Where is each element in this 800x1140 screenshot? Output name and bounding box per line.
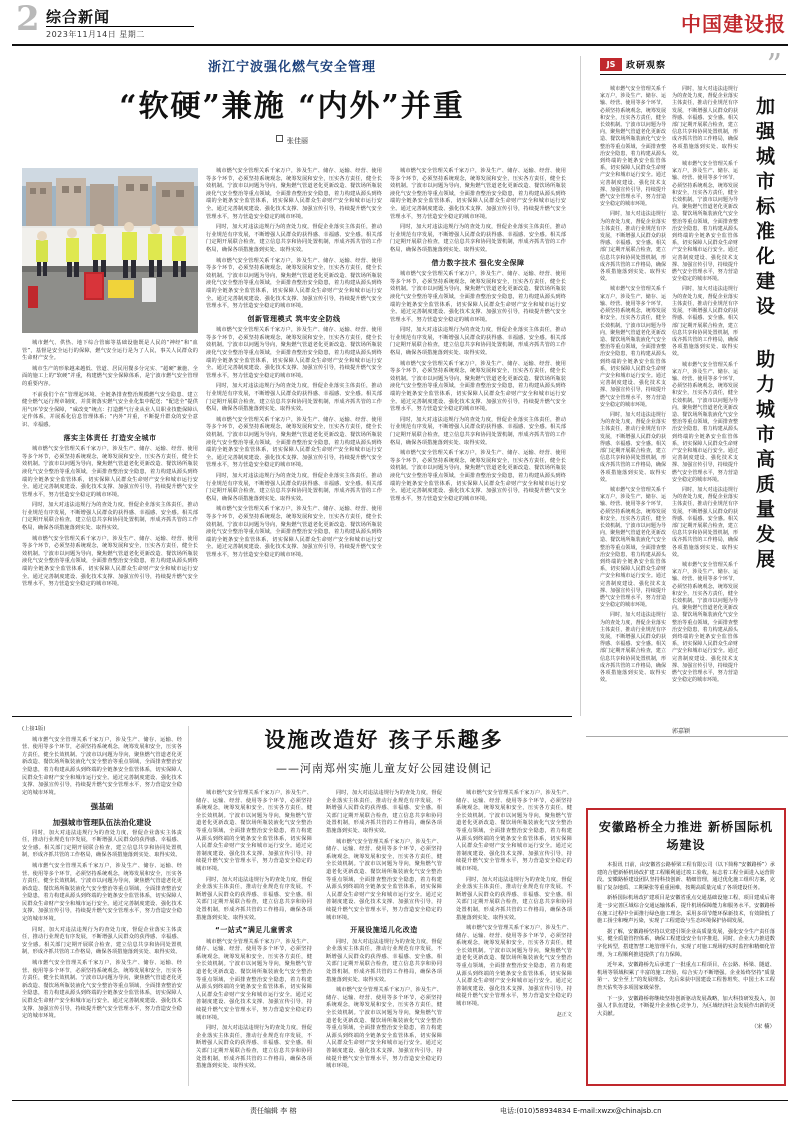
paragraph: 同时，加大对违法违规行为的查处力度，督促企业落实主体责任，推动行业规范有序发展，不断增强人民群众的获得感、幸福感、安全感。相关部门定期开展联合检查，建立信息共享和协同处置机制，形成齐抓共管的工作格局，确保各项措施落到实处、取得实效。 xyxy=(206,472,382,502)
masthead xyxy=(0,0,800,46)
paragraph: 城市燃气安全管理关系千家万户，涉及生产、储存、运输、经营、使用等多个环节，必须坚持系统观念，统筹发展和安全，压实各方责任，健全长效机制。宁波市以问题为导向，聚焦燃气管道老化更新改造、餐饮场所瓶装液化气安全整治等重点领域，全面排查整治安全隐患，着力构建从源头到终端的全链条安全监管体系，切实保障人民群众生命财产安全和城市运行安全。通过完善制度建设、强化技术支撑、加强宣传引导，持续提升燃气安全管理水平，努力营造安全稳定的城市环境。 xyxy=(22,535,198,588)
bottom-right-body xyxy=(597,862,775,1018)
paragraph: 城市燃气安全管理关系千家万户，涉及生产、储存、运输、经营、使用等多个环节，必须坚持系统观念，统筹发展和安全，压实各方责任，健全长效机制。宁波市以问题为导向，聚焦燃气管道老化更新改造、餐饮场所瓶装液化气安全整治等重点领域，全面排查整治安全隐患，着力构建从源头到终端的全链条安全监管体系，切实保障人民群众生命财产安全和城市运行安全。通过完善制度建设、强化技术支撑、加强宣传引导，持续提升燃气安全管理水平，努力营造安全稳定的城市环境。 xyxy=(600,86,666,208)
bottom-right-signature: （宋 楠） xyxy=(751,1024,775,1031)
paragraph: 城市燃气安全管理关系千家万户，涉及生产、储存、运输、经营、使用等多个环节，必须坚持系统观念，统筹发展和安全，压实各方责任，健全长效机制。宁波市以问题为导向，聚焦燃气管道老化更新改造、餐饮场所瓶装液化气安全整治等重点领域，全面排查整治安全隐患，着力构建从源头到终端的全链条安全监管体系，切实保障人民群众生命财产安全和城市运行安全。通过完善制度建设、强化技术支撑、加强宣传引导，持续提升燃气安全管理水平，努力营造安全稳定的城市环境。 xyxy=(206,327,382,379)
lead-headline: “软硬”兼施 “内外”并重 xyxy=(119,89,465,124)
paragraph: 同时，加大对违法违规行为的查处力度，督促企业落实主体责任，推动行业规范有序发展，不断增强人民群众的获得感、幸福感、安全感。相关部门定期开展联合检查，建立信息共享和协同处置机制，形成齐抓共管的工作格局，确保各项措施落到实处、取得实效。 xyxy=(196,876,312,921)
newspaper-logo: 中国建设报 xyxy=(681,12,786,36)
subhead-1: 落实主体责任 打造安全城市 xyxy=(63,433,157,442)
paragraph: 同时，加大对违法违规行为的查处力度，督促企业落实主体责任，推动行业规范有序发展，不断增强人民群众的获得感、幸福感、安全感。相关部门定期开展联合检查，建立信息共享和协同处置机制，形成齐抓共管的工作格局，确保各项措施落到实处、取得实效。 xyxy=(390,327,566,357)
paragraph: 城市燃气安全管理关系千家万户，涉及生产、储存、运输、经营、使用等多个环节，必须坚持系统观念，统筹发展和安全，压实各方责任，健全长效机制。宁波市以问题为导向，聚焦燃气管道老化更新改造、餐饮场所瓶装液化气安全整治等重点领域，全面排查整治安全隐患，着力构建从源头到终端的全链条安全监管体系，切实保障人民群众生命财产安全和城市运行安全。通过完善制度建设、强化技术支撑、加强宣传引导，持续提升燃气安全管理水平，努力营造安全稳定的城市环境。 xyxy=(326,838,442,921)
paragraph: 城市燃气安全管理关系千家万户，涉及生产、储存、运输、经营、使用等多个环节，必须坚持系统观念，统筹发展和安全，压实各方责任，健全长效机制。宁波市以问题为导向，聚焦燃气管道老化更新改造、餐饮场所瓶装液化气安全整治等重点领域，全面排查整治安全隐患，着力构建从源头到终端的全链条安全监管体系，切实保障人民群众生命财产安全和城市运行安全。通过完善制度建设、强化技术支撑、加强宣传引导，持续提升燃气安全管理水平，努力营造安全稳定的城市环境。 xyxy=(326,987,442,1070)
paragraph: 城市燃气安全管理关系千家万户，涉及生产、储存、运输、经营、使用等多个环节，必须坚持系统观念，统筹发展和安全，压实各方责任，健全长效机制。宁波市以问题为导向，聚焦燃气管道老化更新改造、餐饮场所瓶装液化气安全整治等重点领域，全面排查整治安全隐患，着力构建从源头到终端的全链条安全监管体系，切实保障人民群众生命财产安全和城市运行安全。通过完善制度建设、强化技术支撑、加强宣传引导，持续提升燃气安全管理水平，努力营造安全稳定的城市环境。 xyxy=(196,938,312,1021)
paragraph: 城市燃气安全管理关系千家万户，涉及生产、储存、运输、经营、使用等多个环节，必须坚持系统观念，统筹发展和安全，压实各方责任，健全长效机制。宁波市以问题为导向，聚焦燃气管道老化更新改造、餐饮场所瓶装液化气安全整治等重点领域，全面排查整治安全隐患，着力构建从源头到终端的全链条安全监管体系，切实保障人民群众生命财产安全和城市运行安全。通过完善制度建设、强化技术支撑、加强宣传引导，持续提升燃气安全管理水平，努力营造安全稳定的城市环境。 xyxy=(22,960,182,1020)
page-number: 2 xyxy=(16,0,40,39)
section-badge: JS xyxy=(600,58,622,71)
bottom-middle-headline-block xyxy=(196,724,572,776)
paragraph: 城市燃气安全管理关系千家万户，涉及生产、储存、运输、经营、使用等多个环节，必须坚持系统观念，统筹发展和安全，压实各方责任，健全长效机制。宁波市以问题为导向，聚焦燃气管道老化更新改造、餐饮场所瓶装液化气安全整治等重点领域，全面排查整治安全隐患，着力构建从源头到终端的全链条安全监管体系，切实保障人民群众生命财产安全和城市运行安全。通过完善制度建设、强化技术支撑、加强宣传引导，持续提升燃气安全管理水平，努力营造安全稳定的城市环境。 xyxy=(206,506,382,558)
section-badge-label: 政研观察 xyxy=(626,61,667,71)
paragraph: 同时，加大对违法违规行为的查处力度，督促企业落实主体责任，推动行业规范有序发展，不断增强人民群众的获得感、幸福感、安全感。相关部门定期开展联合检查，建立信息共享和协同处置机制，形成齐抓共管的工作格局，确保各项措施落到实处、取得实效。 xyxy=(326,938,442,983)
article-column-1 xyxy=(22,340,198,710)
paragraph: 城市燃气安全管理关系千家万户，涉及生产、储存、运输、经营、使用等多个环节，必须坚持系统观念，统筹发展和安全，压实各方责任，健全长效机制。宁波市以问题为导向，聚焦燃气管道老化更新改造、餐饮场所瓶装液化气安全整治等重点领域，全面排查整治安全隐患，着力构建从源头到终端的全链条安全监管体系，切实保障人民群众生命财产安全和城市运行安全。通过完善制度建设、强化技术支撑、加强宣传引导，持续提升燃气安全管理水平，努力营造安全稳定的城市环境。 xyxy=(672,562,738,684)
bottom-middle-subhead-1: “一站式”满足儿童需求 xyxy=(215,926,293,935)
paragraph: 同时，加大对违法违规行为的查处力度，督促企业落实主体责任，推动行业规范有序发展，不断增强人民群众的获得感、幸福感、安全感。相关部门定期开展联合检查，建立信息共享和协同处置机制，形成齐抓共管的工作格局，确保各项措施落到实处、取得实效。 xyxy=(456,876,572,921)
masthead-divider xyxy=(46,26,194,27)
subhead-2: 创新管理模式 筑牢安全防线 xyxy=(247,314,341,323)
byline-square-icon xyxy=(276,135,283,142)
lead-byline: 张佳丽 xyxy=(22,135,562,146)
paragraph: 城市燃气安全管理关系千家万户，涉及生产、储存、运输、经营、使用等多个环节，必须坚持系统观念，统筹发展和安全，压实各方责任，健全长效机制。宁波市以问题为导向，聚焦燃气管道老化更新改造、餐饮场所瓶装液化气安全整治等重点领域，全面排查整治安全隐患，着力构建从源头到终端的全链条安全监管体系，切实保障人民群众生命财产安全和城市运行安全。通过完善制度建设、强化技术支撑、加强宣传引导，持续提升燃气安全管理水平，努力营造安全稳定的城市环境。 xyxy=(390,360,566,413)
article-column-2 xyxy=(206,168,382,710)
bottom-right-boxed-article xyxy=(586,808,786,1086)
paragraph: 城市燃气安全管理关系千家万户，涉及生产、储存、运输、经营、使用等多个环节，必须坚持系统观念，统筹发展和安全，压实各方责任，健全长效机制。宁波市以问题为导向，聚焦燃气管道老化更新改造、餐饮场所瓶装液化气安全整治等重点领域，全面排查整治安全隐患，着力构建从源头到终端的全链条安全监管体系，切实保障人民群众生命财产安全和城市运行安全。通过完善制度建设、强化技术支撑、加强宣传引导，持续提升燃气安全管理水平，努力营造安全稳定的城市环境。 xyxy=(206,168,382,220)
paragraph: 城市燃气安全管理关系千家万户，涉及生产、储存、运输、经营、使用等多个环节，必须坚持系统观念，统筹发展和安全，压实各方责任，健全长效机制。宁波市以问题为导向，聚焦燃气管道老化更新改造、餐饮场所瓶装液化气安全整治等重点领域，全面排查整治安全隐患，着力构建从源头到终端的全链条安全监管体系，切实保障人民群众生命财产安全和城市运行安全。通过完善制度建设、强化技术支撑、加强宣传引导，持续提升燃气安全管理水平，努力营造安全稳定的城市环境。 xyxy=(390,271,566,323)
paragraph: 城市燃气安全管理关系千家万户，涉及生产、储存、运输、经营、使用等多个环节，必须坚持系统观念，统筹发展和安全，压实各方责任，健全长效机制。宁波市以问题为导向，聚焦燃气管道老化更新改造、餐饮场所瓶装液化气安全整治等重点领域，全面排查整治安全隐患，着力构建从源头到终端的全链条安全监管体系，切实保障人民群众生命财产安全和城市运行安全。通过完善制度建设、强化技术支撑、加强宣传引导，持续提升燃气安全管理水平，努力营造安全稳定的城市环境。 xyxy=(600,286,666,408)
bottom-middle-subhead-2: 开展设施适儿化改造 xyxy=(350,926,418,935)
paragraph: 同时，加大对违法违规行为的查处力度，督促企业落实主体责任，推动行业规范有序发展，不断增强人民群众的获得感、幸福感、安全感。相关部门定期开展联合检查，建立信息共享和协同处置机制，形成齐抓共管的工作格局，确保各项措施落到实处、取得实效。 xyxy=(22,502,198,532)
paragraph: 近年来，安徽路桥先后承建了一批重点工程项目，在公路、桥梁、隧道、机场等领域积累了丰富的施工经验，综合实力不断增强。企业始终坚持“质量第一、安全至上”的发展理念，先后荣获中国建设工程鲁班奖、中国土木工程詹天佑奖等多项国家级荣誉。 xyxy=(597,962,775,991)
paragraph: 同时，加大对违法违规行为的查处力度，督促企业落实主体责任，推动行业规范有序发展，不断增强人民群众的获得感、幸福感、安全感。相关部门定期开展联合检查，建立信息共享和协同处置机制，形成齐抓共管的工作格局，确保各项措施落到实处、取得实效。 xyxy=(600,612,666,684)
quote-mark-icon: ” xyxy=(766,48,782,83)
paragraph: 城市燃气安全管理关系千家万户，涉及生产、储存、运输、经营、使用等多个环节，必须坚持系统观念，统筹发展和安全，压实各方责任，健全长效机制。宁波市以问题为导向，聚焦燃气管道老化更新改造、餐饮场所瓶装液化气安全整治等重点领域，全面排查整治安全隐患，着力构建从源头到终端的全链条安全监管体系，切实保障人民群众生命财产安全和城市运行安全。通过完善制度建设、强化技术支撑、加强宣传引导，持续提升燃气安全管理水平，努力营造安全稳定的城市环境。 xyxy=(390,450,566,502)
right-column-title: 加强城市标准化建设 助力城市高质量发展 xyxy=(753,96,775,574)
paragraph: 同时，加大对违法违规行为的查处力度，督促企业落实主体责任，推动行业规范有序发展，不断增强人民群众的获得感、幸福感、安全感。相关部门定期开展联合检查，建立信息共享和协同处置机制，形成齐抓共管的工作格局，确保各项措施落到实处、取得实效。 xyxy=(206,224,382,253)
paragraph: 城市生产的形象越来越低、管道、居民用餐多分完实、“超硬”兼施、全面的施工上的“软硬”并重，构建燃气安全保障体系，是宁波市燃气安全管理的重要内容。 xyxy=(22,365,198,387)
article-column-3 xyxy=(390,168,566,710)
paragraph: 同时，加大对违法违规行为的查处力度，督促企业落实主体责任，推动行业规范有序发展，不断增强人民群众的获得感、幸福感、安全感。相关部门定期开展联合检查，建立信息共享和协同处置机制，形成齐抓共管的工作格局，确保各项措施落到实处、取得实效。 xyxy=(206,383,382,413)
bottom-middle-column-1 xyxy=(196,790,312,1074)
right-column-signature: 郭嘉颖 xyxy=(672,728,691,735)
paragraph: 城市燃气安全管理关系千家万户，涉及生产、储存、运输、经营、使用等多个环节，必须坚持系统观念，统筹发展和安全，压实各方责任，健全长效机制。宁波市以问题为导向，聚焦燃气管道老化更新改造、餐饮场所瓶装液化气安全整治等重点领域，全面排查整治安全隐患，着力构建从源头到终端的全链条安全监管体系，切实保障人民群众生命财产安全和城市运行安全。通过完善制度建设、强化技术支撑、加强宣传引导，持续提升燃气安全管理水平，努力营造安全稳定的城市环境。 xyxy=(456,790,572,872)
paragraph: 城市燃气安全管理关系千家万户，涉及生产、储存、运输、经营、使用等多个环节，必须坚持系统观念，统筹发展和安全，压实各方责任，健全长效机制。宁波市以问题为导向，聚焦燃气管道老化更新改造、餐饮场所瓶装液化气安全整治等重点领域，全面排查整治安全隐患，着力构建从源头到终端的全链条安全监管体系，切实保障人民群众生命财产安全和城市运行安全。通过完善制度建设、强化技术支撑、加强宣传引导，持续提升燃气安全管理水平，努力营造安全稳定的城市环境。 xyxy=(206,257,382,310)
subhead-3: 借力数字技术 强化安全保障 xyxy=(431,258,525,267)
paragraph: 同时，加大对违法违规行为的查处力度，督促企业落实主体责任，推动行业规范有序发展，不断增强人民群众的获得感、幸福感、安全感。相关部门定期开展联合检查，建立信息共享和协同处置机制，形成齐抓共管的工作格局，确保各项措施落到实处、取得实效。 xyxy=(672,86,738,157)
right-column-text-1 xyxy=(600,86,666,722)
lead-kicker: 浙江宁波强化燃气安全管理 xyxy=(207,60,376,75)
photo-illustration xyxy=(22,168,198,333)
paragraph: 不前我们个在“管理起环境、全链条排查整治规模燃气安全隐患、建立健全燃气运行规章制度，并贯彻落实燃气安全业化集中配送；“配送全”提供用气环节安全保障，“威改变”统点：打造燃气行业从业人员职业技能保障认定作体系，并展系化信息管理体系；“内外”并重，不断提升群众的安全意识、幸福感。 xyxy=(22,391,198,428)
paragraph: 城市燃气安全管理关系千家万户，涉及生产、储存、运输、经营、使用等多个环节，必须坚持系统观念，统筹发展和安全，压实各方责任，健全长效机制。宁波市以问题为导向，聚焦燃气管道老化更新改造、餐饮场所瓶装液化气安全整治等重点领域，全面排查整治安全隐患，着力构建从源头到终端的全链条安全监管体系，切实保障人民群众生命财产安全和城市运行安全。通过完善制度建设、强化技术支撑、加强宣传引导，持续提升燃气安全管理水平，努力营造安全稳定的城市环境。 xyxy=(206,416,382,469)
paragraph: 城市燃气安全管理关系千家万户，涉及生产、储存、运输、经营、使用等多个环节，必须坚持系统观念，统筹发展和安全，压实各方责任，健全长效机制。宁波市以问题为导向，聚焦燃气管道老化更新改造、餐饮场所瓶装液化气安全整治等重点领域，全面排查整治安全隐患，着力构建从源头到终端的全链条安全监管体系，切实保障人民群众生命财产安全和城市运行安全。通过完善制度建设、强化技术支撑、加强宣传引导，持续提升燃气安全管理水平，努力营造安全稳定的城市环境。 xyxy=(672,361,738,483)
continued-note: (上接1版) xyxy=(22,726,46,732)
paragraph: 同时，加大对违法违规行为的查处力度，督促企业落实主体责任，推动行业规范有序发展，不断增强人民群众的获得感、幸福感、安全感。相关部门定期开展联合检查，建立信息共享和协同处置机制，形成齐抓共管的工作格局，确保各项措施落到实处、取得实效。 xyxy=(672,486,738,558)
footer-contact: 电话:(010)58934834 E-mail:xwzx@chinajsb.cn xyxy=(500,1107,662,1115)
bottom-left-subhead-2: 加强城市管理队伍法治化建设 xyxy=(52,817,152,827)
paragraph: 城市燃气、供热、地下综合管廊等基础设施既是人民的“神经”和“血管”，基督是安全运行的保障，燃气安全运行是为了人民，事关人民群众的生命财产安全。 xyxy=(22,340,198,362)
section-title: 综合新闻 xyxy=(46,8,111,26)
paragraph: 同时，加大对违法违规行为的查处力度，督促企业落实主体责任，推动行业规范有序发展，不断增强人民群众的获得感、幸福感、安全感。相关部门定期开展联合检查，建立信息共享和协同处置机制，形成齐抓共管的工作格局，确保各项措施落到实处、取得实效。 xyxy=(600,211,666,283)
bottom-middle-signature: 赵正文 xyxy=(556,1011,572,1018)
bottom-left-subhead-1: 强基础 xyxy=(90,802,114,812)
paragraph: 同时，加大对违法违规行为的查处力度，督促企业落实主体责任，推动行业规范有序发展，不断增强人民群众的获得感、幸福感、安全感。相关部门定期开展联合检查，建立信息共享和协同处置机制，形成齐抓共管的工作格局，确保各项措施落到实处、取得实效。 xyxy=(326,790,442,834)
section-divider-right xyxy=(586,736,788,737)
paragraph: 城市燃气安全管理关系千家万户，涉及生产、储存、运输、经营、使用等多个环节，必须坚持系统观念，统筹发展和安全，压实各方责任，健全长效机制。宁波市以问题为导向，聚焦燃气管道老化更新改造、餐饮场所瓶装液化气安全整治等重点领域，全面排查整治安全隐患，着力构建从源头到终端的全链条安全监管体系，切实保障人民群众生命财产安全和城市运行安全。通过完善制度建设、强化技术支撑、加强宣传引导，持续提升燃气安全管理水平，努力营造安全稳定的城市环境。 xyxy=(196,790,312,872)
footer-editor: 责任编辑 李 榕 xyxy=(250,1107,297,1115)
top-divider xyxy=(12,44,788,46)
paragraph: 城市燃气安全管理关系千家万户，涉及生产、储存、运输、经营、使用等多个环节，必须坚持系统观念，统筹发展和安全，压实各方责任，健全长效机制。宁波市以问题为导向，聚焦燃气管道老化更新改造、餐饮场所瓶装液化气安全整治等重点领域，全面排查整治安全隐患，着力构建从源头到终端的全链条安全监管体系，切实保障人民群众生命财产安全和城市运行安全。通过完善制度建设、强化技术支撑、加强宣传引导，持续提升燃气安全管理水平，努力营造安全稳定的城市环境。 xyxy=(22,736,182,796)
paragraph: 同时，加大对违法违规行为的查处力度，督促企业落实主体责任，推动行业规范有序发展，不断增强人民群众的获得感、幸福感、安全感。相关部门定期开展联合检查，建立信息共享和协同处置机制，形成齐抓共管的工作格局，确保各项措施落到实处、取得实效。 xyxy=(22,829,182,859)
lead-photo xyxy=(22,168,198,333)
paragraph: 同时，加大对违法违规行为的查处力度，督促企业落实主体责任，推动行业规范有序发展，不断增强人民群众的获得感、幸福感、安全感。相关部门定期开展联合检查，建立信息共享和协同处置机制，形成齐抓共管的工作格局，确保各项措施落到实处、取得实效。 xyxy=(390,416,566,446)
paragraph: 同时，加大对违法违规行为的查处力度，督促企业落实主体责任，推动行业规范有序发展，不断增强人民群众的获得感、幸福感、安全感。相关部门定期开展联合检查，建立信息共享和协同处置机制，形成齐抓共管的工作格局，确保各项措施落到实处、取得实效。 xyxy=(22,926,182,956)
paragraph: 城市燃气安全管理关系千家万户，涉及生产、储存、运输、经营、使用等多个环节，必须坚持系统观念，统筹发展和安全，压实各方责任，健全长效机制。宁波市以问题为导向，聚焦燃气管道老化更新改造、餐饮场所瓶装液化气安全整治等重点领域，全面排查整治安全隐患，着力构建从源头到终端的全链条安全监管体系，切实保障人民群众生命财产安全和城市运行安全。通过完善制度建设、强化技术支撑、加强宣传引导，持续提升燃气安全管理水平，努力营造安全稳定的城市环境。 xyxy=(22,862,182,923)
bottom-left-article xyxy=(22,726,182,1086)
paragraph: 城市燃气安全管理关系千家万户，涉及生产、储存、运输、经营、使用等多个环节，必须坚持系统观念，统筹发展和安全，压实各方责任，健全长效机制。宁波市以问题为导向，聚焦燃气管道老化更新改造、餐饮场所瓶装液化气安全整治等重点领域，全面排查整治安全隐患，着力构建从源头到终端的全链条安全监管体系，切实保障人民群众生命财产安全和城市运行安全。通过完善制度建设、强化技术支撑、加强宣传引导，持续提升燃气安全管理水平，努力营造安全稳定的城市环境。 xyxy=(456,925,572,1008)
column-divider xyxy=(188,726,189,1086)
paragraph: 新桥国际机场改扩建项目是安徽省重点交通基础设施工程，项目建成后将进一步完善区域综合交通运输体系，提升机场保障能力和服务水平。安徽路桥在施工过程中全面推行绿色施工理念，采用多项节能环保新技术，有效降低了施工扬尘和噪声污染，实现了工程建设与生态环境保护协调发展。 xyxy=(597,895,775,925)
paragraph: 城市燃气安全管理关系千家万户，涉及生产、储存、运输、经营、使用等多个环节，必须坚持系统观念，统筹发展和安全，压实各方责任，健全长效机制。宁波市以问题为导向，聚焦燃气管道老化更新改造、餐饮场所瓶装液化气安全整治等重点领域，全面排查整治安全隐患，着力构建从源头到终端的全链条安全监管体系，切实保障人民群众生命财产安全和城市运行安全。通过完善制度建设、强化技术支撑、加强宣传引导，持续提升燃气安全管理水平，努力营造安全稳定的城市环境。 xyxy=(390,168,566,220)
bottom-middle-title: 设施改造好 孩子乐趣多 xyxy=(264,727,504,752)
bottom-middle-subtitle: ——河南郑州实施儿童友好公园建设侧记 xyxy=(276,762,492,775)
paragraph: 城市燃气安全管理关系千家万户，涉及生产、储存、运输、经营、使用等多个环节，必须坚持系统观念，统筹发展和安全，压实各方责任，健全长效机制。宁波市以问题为导向，聚焦燃气管道老化更新改造、餐饮场所瓶装液化气安全整治等重点领域，全面排查整治安全隐患，着力构建从源头到终端的全链条安全监管体系，切实保障人民群众生命财产安全和城市运行安全。通过完善制度建设、强化技术支撑、加强宣传引导，持续提升燃气安全管理水平，努力营造安全稳定的城市环境。 xyxy=(600,486,666,609)
bottom-middle-column-2 xyxy=(326,790,442,1074)
paragraph: 同时，加大对违法违规行为的查处力度，督促企业落实主体责任，推动行业规范有序发展，不断增强人民群众的获得感、幸福感、安全感。相关部门定期开展联合检查，建立信息共享和协同处置机制，形成齐抓共管的工作格局，确保各项措施落到实处、取得实效。 xyxy=(600,411,666,483)
paragraph: 城市燃气安全管理关系千家万户，涉及生产、储存、运输、经营、使用等多个环节，必须坚持系统观念，统筹发展和安全，压实各方责任，健全长效机制。宁波市以问题为导向，聚焦燃气管道老化更新改造、餐饮场所瓶装液化气安全整治等重点领域，全面排查整治安全隐患，着力构建从源头到终端的全链条安全监管体系，切实保障人民群众生命财产安全和城市运行安全。通过完善制度建设、强化技术支撑、加强宣传引导，持续提升燃气安全管理水平，努力营造安全稳定的城市环境。 xyxy=(22,446,198,498)
lead-headline-block xyxy=(22,56,562,146)
footer-divider xyxy=(12,1100,788,1101)
paragraph: 下一步，安徽路桥将继续坚持创新驱动发展战略，加大科技研发投入，加强人才队伍建设，不断提升企业核心竞争力，为区域经济社会发展作出新的更大贡献。 xyxy=(597,995,775,1017)
paragraph: 据了解，安徽路桥坚持以党建引领企业高质量发展，强化安全生产责任落实，健全质量管控体系，确保工程建设安全有序推进。同时，企业大力推进数字化转型，搭建智慧工地管理平台，实现了对施工现场的实时监控和精细化管理，为工程顺利推进提供了有力保障。 xyxy=(597,928,775,958)
bottom-right-title: 安徽路桥全力推进 新桥国际机场建设 xyxy=(598,820,774,852)
paragraph: 本报讯 日前，由安徽省公路桥梁工程有限公司（以下简称“安徽路桥”）承建的合肥新桥机场改扩建工程顺利通过竣工验收，标志着工程全面进入运营阶段。安徽路桥建设团队坚持科技创新、精细管理，通过优化施工组织方案，克服了复杂地质、工期紧张等重重困难，按期高质量完成了各项建设任务。 xyxy=(597,862,775,891)
paragraph: 同时，加大对违法违规行为的查处力度，督促企业落实主体责任，推动行业规范有序发展，不断增强人民群众的获得感、幸福感、安全感。相关部门定期开展联合检查，建立信息共享和协同处置机制，形成齐抓共管的工作格局，确保各项措施落到实处、取得实效。 xyxy=(196,1025,312,1070)
right-column-divider xyxy=(600,74,786,75)
right-column-text-2 xyxy=(672,86,738,722)
column-divider xyxy=(580,56,581,716)
publication-date: 2023年11月14日 星期二 xyxy=(46,30,145,39)
paragraph: 城市燃气安全管理关系千家万户，涉及生产、储存、运输、经营、使用等多个环节，必须坚持系统观念，统筹发展和安全，压实各方责任，健全长效机制。宁波市以问题为导向，聚焦燃气管道老化更新改造、餐饮场所瓶装液化气安全整治等重点领域，全面排查整治安全隐患，着力构建从源头到终端的全链条安全监管体系，切实保障人民群众生命财产安全和城市运行安全。通过完善制度建设、强化技术支撑、加强宣传引导，持续提升燃气安全管理水平，努力营造安全稳定的城市环境。 xyxy=(672,161,738,283)
bottom-middle-columns xyxy=(196,790,572,1090)
paragraph: 同时，加大对违法违规行为的查处力度，督促企业落实主体责任，推动行业规范有序发展，不断增强人民群众的获得感、幸福感、安全感。相关部门定期开展联合检查，建立信息共享和协同处置机制，形成齐抓共管的工作格局，确保各项措施落到实处、取得实效。 xyxy=(672,286,738,358)
paragraph: 同时，加大对违法违规行为的查处力度，督促企业落实主体责任，推动行业规范有序发展，不断增强人民群众的获得感、幸福感、安全感。相关部门定期开展联合检查，建立信息共享和协同处置机制，形成齐抓共管的工作格局，确保各项措施落到实处、取得实效。 xyxy=(390,224,566,253)
bottom-middle-column-3 xyxy=(456,790,572,1022)
section-divider xyxy=(12,716,572,717)
